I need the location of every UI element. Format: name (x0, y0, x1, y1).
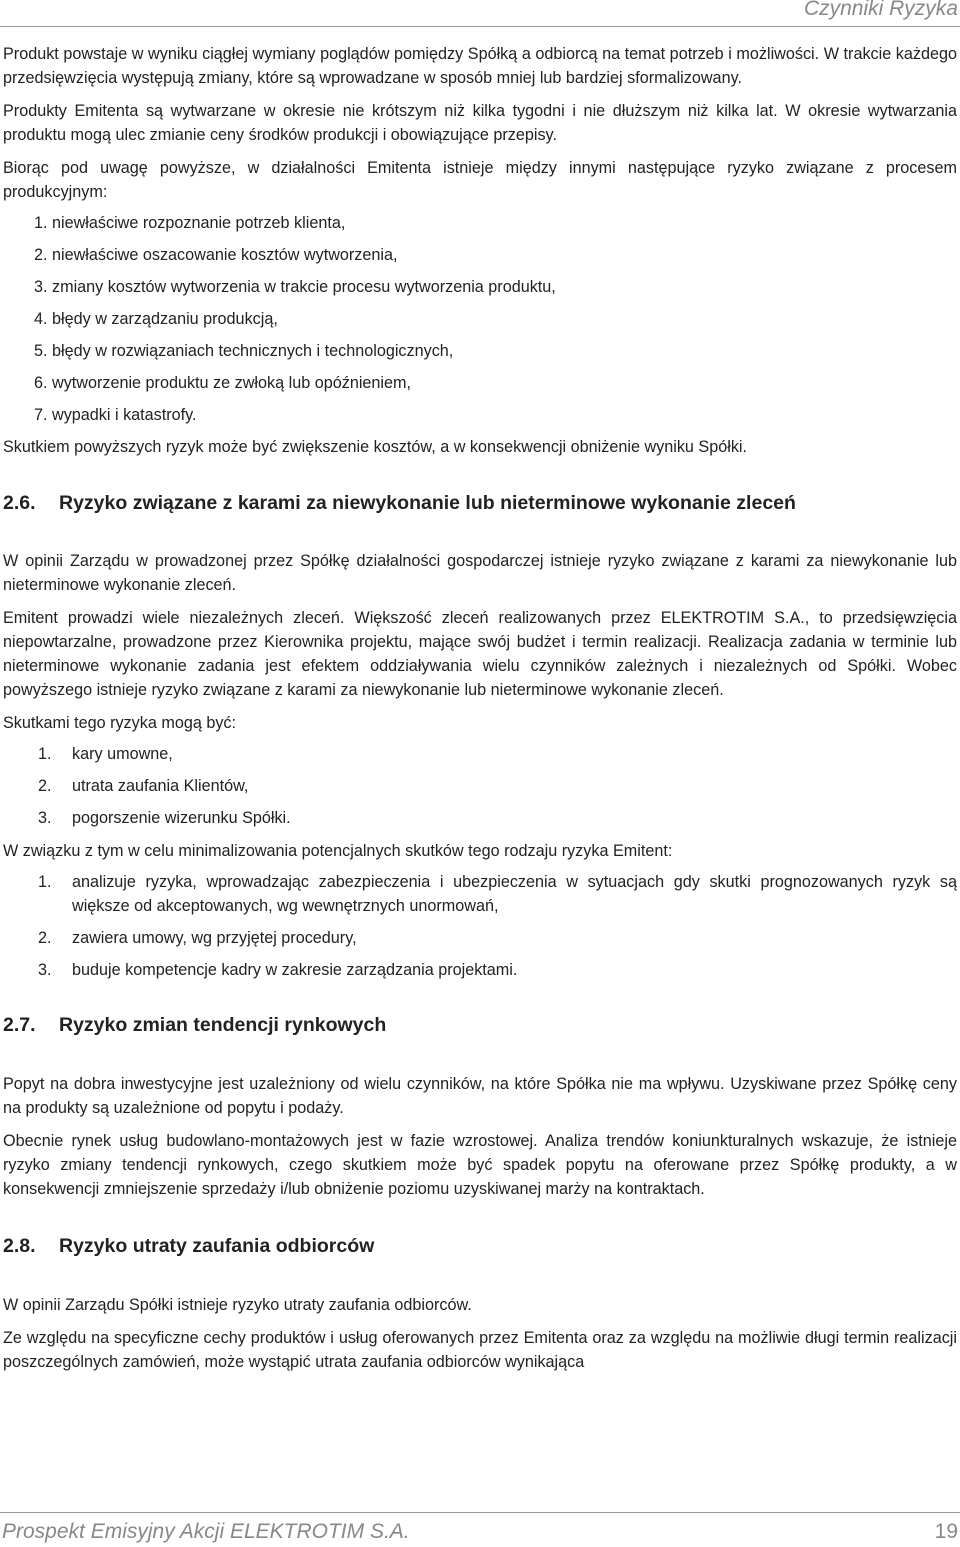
paragraph-trust-risk: W opinii Zarządu Spółki istnieje ryzyko utraty zaufania odbiorców. (3, 1296, 472, 1314)
paragraph-demand: Popyt na dobra inwestycyjne jest uzależniony od wielu czynników, na które Spółka nie ma wpływu. Uzyskiwane przez Spółkę ceny na produkty są uzależnione od popytu i podaży. (3, 1075, 957, 1117)
list-text: utrata zaufania Klientów, (72, 777, 249, 795)
list-item (3, 958, 957, 982)
list-text: zawiera umowy, wg przyjętej procedury, (72, 929, 357, 947)
page-footer (0, 1512, 960, 1547)
section-title: Ryzyko zmian tendencji rynkowych (59, 1014, 387, 1036)
list-number: 3. (38, 809, 52, 827)
list-text: kary umowne, (72, 745, 173, 763)
list-item: 4. błędy w zarządzaniu produkcją, (34, 310, 278, 328)
footer-divider (0, 1512, 960, 1513)
list-item: 5. błędy w rozwiązaniach technicznych i technologicznych, (34, 342, 454, 360)
list-text: analizuje ryzyka, wprowadzając zabezpieczenia i ubezpieczenia w sytuacjach gdy skutki prognozowanych ryzyk są większe od akceptowanych, wg wewnętrznych unormowań, (72, 873, 957, 915)
consequences-list (3, 742, 957, 830)
list-item: 6. wytworzenie produktu ze zwłoką lub opóźnieniem, (34, 374, 412, 392)
list-item (3, 742, 957, 766)
list-item (3, 806, 957, 830)
paragraph-product-exchange: Produkt powstaje w wyniku ciągłej wymiany poglądów pomiędzy Spółką a odbiorcą na temat potrzeb i możliwości. W trakcie każdego przedsięwzięcia występują zmiany, które są wprowadzane w sposób mniej lub bardziej sformalizowany. (3, 45, 957, 87)
paragraph-penalty-risk: W opinii Zarządu w prowadzonej przez Spółkę działalności gospodarczej istnieje ryzyko związane z karami za niewykonanie lub nieterminowe wykonanie zleceń. (3, 552, 957, 594)
list-item: 2. niewłaściwe oszacowanie kosztów wytworzenia, (34, 246, 398, 264)
list-number: 2. (38, 777, 52, 795)
list-number: 3. (38, 961, 52, 979)
paragraph-orders: Emitent prowadzi wiele niezależnych zleceń. Większość zleceń realizowanych przez ELEKTROTIM S.A., to przedsięwzięcia niepowtarzalne, prowadzone przez Kierownika projektu, mające swój budżet i termin realizacji. Realizacja zadania w terminie lub nieterminowe wykonanie zadania jest efektem oddziaływania wielu czynników zależnych i niezależnych od Spółki. Wobec powyższego istnieje ryzyko związane z karami za niewykonanie lub nieterminowe wykonanie zleceń. (3, 609, 957, 699)
mitigation-list (3, 870, 957, 982)
section-heading-2-7 (3, 1012, 957, 1038)
section-title: Ryzyko związane z karami za niewykonanie lub nieterminowe wykonanie zleceń (59, 492, 796, 514)
list-number: 1. (38, 745, 52, 763)
header-divider (0, 26, 960, 27)
section-number: 2.7. (3, 1014, 36, 1036)
paragraph-risk-intro: Biorąc pod uwagę powyższe, w działalności Emitenta istnieje między innymi następujące ryzyko związane z procesem produkcyjnym: (3, 159, 957, 201)
section-title: Ryzyko utraty zaufania odbiorców (59, 1235, 375, 1257)
list-item (3, 870, 957, 918)
paragraph-mitigation-intro: W związku z tym w celu minimalizowania potencjalnych skutków tego rodzaju ryzyka Emitent: (3, 842, 673, 860)
footer-document-title: Prospekt Emisyjny Akcji ELEKTROTIM S.A. (2, 1520, 410, 1543)
list-text: buduje kompetencje kadry w zakresie zarządzania projektami. (72, 961, 518, 979)
section-heading-2-8 (3, 1233, 957, 1259)
page-header (0, 0, 960, 28)
paragraph-risk-consequence: Skutkiem powyższych ryzyk może być zwiększenie kosztów, a w konsekwencji obniżenie wyniku Spółki. (3, 438, 748, 456)
section-number: 2.8. (3, 1235, 36, 1257)
production-risk-list (3, 211, 957, 427)
list-text: pogorszenie wizerunku Spółki. (72, 809, 291, 827)
list-item: 1. niewłaściwe rozpoznanie potrzeb klienta, (34, 214, 346, 232)
section-heading-2-6 (3, 490, 957, 516)
list-item: 7. wypadki i katastrofy. (34, 406, 197, 424)
paragraph-consequences-intro: Skutkami tego ryzyka mogą być: (3, 714, 237, 732)
list-item (3, 926, 957, 950)
list-number: 2. (38, 929, 52, 947)
list-item (3, 774, 957, 798)
page-content (3, 42, 957, 1383)
header-title: Czynniki Ryzyka (803, 0, 958, 20)
page-number: 19 (934, 1520, 958, 1543)
paragraph-trust-loss: Ze względu na specyficzne cechy produktów i usług oferowanych przez Emitenta oraz za względu na możliwie długi termin realizacji poszczególnych zamówień, może wystąpić utrata zaufania odbiorców wynikająca (3, 1329, 957, 1371)
paragraph-market-trends: Obecnie rynek usług budowlano-montażowych jest w fazie wzrostowej. Analiza trendów koniunkturalnych wskazuje, że istnieje ryzyko zmiany tendencji rynkowych, czego skutkiem może być spadek popytu na oferowane przez Spółkę produkty, a w konsekwencji zmniejszenie sprzedaży i/lub obniżenie poziomu uzyskiwanej marży na kontraktach. (3, 1132, 957, 1198)
paragraph-production-time: Produkty Emitenta są wytwarzane w okresie nie krótszym niż kilka tygodni i nie dłuższym niż kilka lat. W okresie wytwarzania produktu mogą ulec zmianie ceny środków produkcji i obowiązujące przepisy. (3, 102, 957, 144)
list-item: 3. zmiany kosztów wytworzenia w trakcie procesu wytworzenia produktu, (34, 278, 556, 296)
section-number: 2.6. (3, 492, 36, 514)
list-number: 1. (38, 873, 52, 891)
